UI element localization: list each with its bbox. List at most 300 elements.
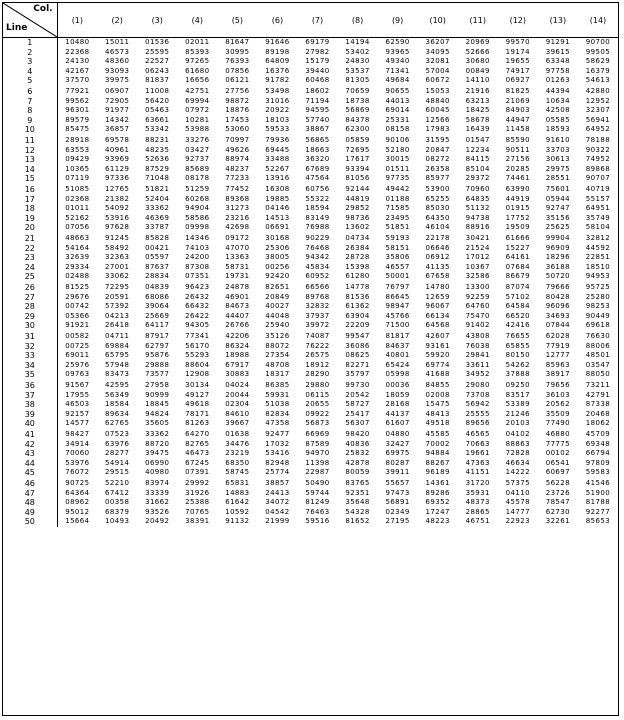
- table-row: [3, 125, 618, 135]
- table-cell: 29841: [465, 351, 490, 359]
- table-cell: 77233: [225, 174, 250, 182]
- table-cell: 69011: [65, 351, 90, 359]
- table-cell: 28290: [305, 370, 330, 378]
- table-cell: 82834: [265, 409, 290, 418]
- table-cell: 85963: [545, 360, 570, 369]
- table-cell: 33611: [465, 360, 490, 369]
- table-cell: 48235: [145, 145, 170, 154]
- table-cell: 32261: [545, 517, 570, 525]
- table-cell: 12659: [425, 292, 450, 301]
- table-cell: 02304: [225, 400, 250, 408]
- table-cell: 92747: [545, 204, 570, 212]
- table-cell: 15053: [425, 86, 450, 95]
- table-cell: 04711: [105, 331, 130, 340]
- table-cell: 41135: [425, 262, 450, 271]
- random-numbers-table: [2, 2, 619, 716]
- table-cell: 19731: [225, 272, 250, 280]
- table-cell: 92477: [265, 429, 290, 438]
- table-cell: 99562: [65, 96, 90, 105]
- table-cell: 02011: [185, 38, 210, 46]
- table-cell: 30883: [225, 370, 250, 378]
- table-cell: 09172: [225, 233, 250, 242]
- table-cell: 10367: [465, 262, 490, 271]
- table-cell: 14777: [505, 507, 530, 516]
- table-cell: 90322: [585, 145, 611, 154]
- line-number: 1: [3, 38, 57, 48]
- table-cell: 58745: [225, 468, 250, 476]
- table-row: [3, 440, 618, 450]
- table-cell: 35126: [265, 331, 290, 340]
- line-number: 33: [3, 351, 57, 361]
- table-cell: 57392: [105, 302, 130, 310]
- table-cell: 32307: [585, 106, 611, 114]
- table-cell: 53916: [105, 213, 130, 222]
- table-cell: 87529: [145, 164, 170, 173]
- table-cell: 07856: [225, 66, 250, 75]
- line-number: 42: [3, 440, 57, 450]
- table-cell: 66566: [305, 282, 330, 291]
- table-cell: 88050: [585, 370, 611, 378]
- table-cell: 61642: [225, 498, 250, 506]
- table-cell: 46565: [465, 429, 490, 438]
- table-row: [3, 204, 618, 214]
- table-cell: 77919: [545, 341, 570, 350]
- table-cell: 14780: [425, 282, 450, 291]
- table-cell: 20847: [425, 145, 450, 154]
- table-cell: 71585: [385, 204, 410, 212]
- table-cell: 99730: [345, 380, 370, 389]
- table-cell: 88231: [145, 135, 170, 144]
- table-cell: 91921: [65, 321, 90, 329]
- table-cell: 93394: [345, 164, 370, 173]
- table-cell: 09763: [65, 370, 90, 378]
- line-number: 16: [3, 184, 57, 195]
- table-row: [3, 508, 618, 518]
- table-cell: 24413: [265, 488, 290, 497]
- table-cell: 22209: [345, 321, 370, 329]
- table-cell: 17955: [65, 390, 90, 399]
- table-cell: 44819: [345, 194, 370, 203]
- table-row: [3, 468, 618, 478]
- table-cell: 51900: [585, 488, 611, 497]
- table-cell: 81249: [305, 498, 330, 506]
- table-row: [3, 370, 618, 380]
- table-cell: 18594: [305, 204, 330, 212]
- line-number: 19: [3, 214, 57, 224]
- table-cell: 04542: [265, 507, 290, 516]
- table-cell: 30421: [465, 233, 490, 242]
- table-cell: 56942: [465, 400, 490, 408]
- table-cell: 19509: [505, 223, 530, 231]
- table-cell: 40836: [345, 439, 370, 448]
- table-cell: 61362: [345, 302, 370, 310]
- table-cell: 44407: [225, 311, 250, 320]
- table-cell: 29975: [545, 164, 570, 173]
- table-cell: 88720: [145, 439, 170, 448]
- table-cell: 18876: [225, 106, 250, 114]
- table-cell: 02349: [385, 507, 410, 516]
- table-cell: 65795: [105, 351, 130, 359]
- table-cell: 31662: [145, 498, 170, 506]
- table-cell: 81652: [345, 517, 370, 525]
- table-cell: 53988: [185, 125, 210, 133]
- table-cell: 83517: [505, 390, 530, 399]
- table-cell: 51038: [265, 400, 290, 408]
- table-cell: 17752: [505, 213, 530, 222]
- table-cell: 91977: [105, 106, 130, 114]
- table-cell: 77452: [225, 184, 250, 193]
- line-number: 14: [3, 165, 57, 175]
- line-number: 50: [3, 517, 57, 527]
- table-cell: 48223: [425, 517, 450, 525]
- table-cell: 12777: [545, 351, 570, 359]
- table-cell: 88604: [185, 360, 210, 369]
- table-cell: 89286: [425, 488, 450, 497]
- line-number: 29: [3, 312, 57, 322]
- table-cell: 45709: [585, 429, 611, 438]
- table-cell: 33488: [265, 155, 290, 163]
- table-cell: 84115: [465, 155, 490, 163]
- table-cell: 23216: [225, 213, 250, 222]
- table-cell: 92277: [585, 507, 611, 516]
- table-cell: 00256: [265, 262, 290, 271]
- line-number: 30: [3, 321, 57, 331]
- table-cell: 06907: [105, 86, 130, 95]
- table-row: [3, 380, 618, 391]
- table-cell: 91402: [465, 321, 490, 329]
- table-cell: 96067: [425, 302, 450, 310]
- table-cell: 48360: [105, 57, 130, 65]
- table-body: [3, 38, 618, 527]
- table-cell: 76797: [385, 282, 410, 291]
- table-cell: 21382: [105, 194, 130, 203]
- table-cell: 09429: [65, 155, 90, 163]
- line-number: 26: [3, 282, 57, 293]
- table-cell: 48237: [225, 164, 250, 173]
- table-cell: 85393: [185, 47, 210, 56]
- table-cell: 70659: [345, 86, 370, 95]
- table-row: [3, 97, 618, 107]
- table-cell: 98420: [345, 429, 370, 438]
- table-cell: 59920: [425, 351, 450, 359]
- table-cell: 61129: [105, 164, 130, 173]
- column-header: (11): [458, 3, 498, 38]
- table-cell: 95012: [65, 507, 90, 516]
- table-cell: 42878: [345, 458, 370, 467]
- table-cell: 04734: [345, 233, 370, 242]
- table-cell: 25306: [265, 243, 290, 252]
- table-cell: 93526: [145, 507, 170, 516]
- table-cell: 85689: [185, 164, 210, 173]
- table-cell: 39064: [145, 302, 170, 310]
- table-cell: 20849: [265, 292, 290, 301]
- table-row: [3, 321, 618, 331]
- table-cell: 05463: [145, 106, 170, 114]
- table-cell: 90511: [505, 145, 530, 154]
- table-cell: 20044: [225, 390, 250, 399]
- table-cell: 33062: [105, 272, 130, 280]
- table-cell: 81263: [185, 419, 210, 427]
- table-row: [3, 410, 618, 420]
- table-cell: 53060: [225, 125, 250, 133]
- table-cell: 89768: [305, 292, 330, 301]
- table-row: [3, 312, 618, 322]
- table-cell: 94953: [585, 272, 611, 280]
- table-cell: 93969: [105, 155, 130, 163]
- table-cell: 25976: [65, 360, 90, 369]
- table-cell: 91132: [225, 517, 250, 525]
- line-number: 9: [3, 116, 57, 126]
- table-cell: 62730: [545, 507, 570, 516]
- table-cell: 76463: [305, 507, 330, 516]
- table-cell: 05366: [65, 311, 90, 320]
- table-cell: 73708: [465, 390, 490, 399]
- table-cell: 46751: [465, 517, 490, 525]
- table-row: [3, 244, 618, 254]
- table-cell: 12765: [105, 184, 130, 193]
- table-row: [3, 331, 618, 342]
- table-cell: 56349: [105, 390, 130, 399]
- table-cell: 03547: [585, 360, 611, 369]
- table-cell: 46634: [505, 458, 530, 467]
- table-cell: 00036: [385, 380, 410, 389]
- table-cell: 49340: [385, 57, 410, 65]
- table-cell: 42751: [185, 86, 210, 95]
- table-cell: 27756: [225, 86, 250, 95]
- table-cell: 30995: [225, 47, 250, 56]
- table-cell: 21069: [505, 96, 530, 105]
- table-cell: 14577: [65, 419, 90, 427]
- table-cell: 12952: [585, 96, 611, 105]
- table-cell: 93161: [425, 341, 450, 350]
- table-cell: 53900: [425, 184, 450, 193]
- table-cell: 91646: [265, 38, 290, 46]
- table-cell: 54262: [505, 360, 530, 369]
- table-cell: 15664: [65, 517, 90, 525]
- table-cell: 53402: [345, 47, 370, 56]
- table-cell: 91610: [545, 135, 570, 144]
- table-cell: 20591: [105, 292, 130, 301]
- table-cell: 30134: [185, 380, 210, 389]
- table-cell: 23495: [385, 213, 410, 222]
- table-cell: 41546: [585, 478, 611, 487]
- table-cell: 06115: [305, 390, 330, 399]
- table-cell: 35156: [545, 213, 570, 222]
- table-cell: 41688: [425, 370, 450, 378]
- table: [3, 3, 618, 527]
- table-row: [3, 233, 618, 244]
- table-cell: 94970: [305, 449, 330, 457]
- table-cell: 25417: [345, 409, 370, 418]
- table-cell: 34914: [65, 439, 90, 448]
- table-cell: 84903: [505, 106, 530, 114]
- table-cell: 20969: [465, 38, 490, 46]
- table-cell: 72295: [105, 282, 130, 291]
- table-cell: 30168: [265, 233, 290, 242]
- table-cell: 49442: [385, 184, 410, 193]
- table-cell: 34095: [425, 47, 450, 56]
- table-cell: 17012: [465, 253, 490, 261]
- table-cell: 84673: [225, 302, 250, 310]
- table-cell: 13363: [225, 253, 250, 261]
- table-cell: 32639: [65, 253, 90, 261]
- table-cell: 89634: [105, 409, 130, 418]
- table-cell: 19655: [505, 57, 530, 65]
- table-cell: 21246: [505, 409, 530, 418]
- table-cell: 02368: [65, 194, 90, 203]
- table-cell: 99547: [345, 331, 370, 340]
- table-cell: 13300: [465, 282, 490, 291]
- table-cell: 16656: [185, 76, 210, 84]
- table-cell: 26358: [425, 164, 450, 173]
- table-cell: 58629: [585, 57, 611, 65]
- table-cell: 19885: [265, 194, 290, 203]
- table-cell: 76468: [305, 243, 330, 252]
- table-cell: 34693: [545, 311, 570, 320]
- table-cell: 49518: [425, 419, 450, 427]
- line-number: 10: [3, 125, 57, 135]
- table-cell: 85977: [425, 174, 450, 182]
- table-row: [3, 184, 618, 195]
- table-row: [3, 459, 618, 469]
- table-cell: 07972: [185, 106, 210, 114]
- table-row: [3, 155, 618, 165]
- table-cell: 59583: [585, 468, 611, 476]
- column-header: (12): [498, 3, 538, 38]
- table-cell: 92259: [465, 292, 490, 301]
- table-cell: 07684: [505, 262, 530, 271]
- line-number: 47: [3, 489, 57, 499]
- table-cell: 92157: [65, 409, 90, 418]
- table-cell: 96301: [65, 106, 90, 114]
- table-cell: 52267: [265, 164, 290, 173]
- table-cell: 68086: [145, 292, 170, 301]
- table-cell: 58727: [345, 400, 370, 408]
- table-cell: 76655: [505, 331, 530, 340]
- table-cell: 93965: [385, 47, 410, 56]
- line-number: 2: [3, 48, 57, 58]
- table-row: [3, 214, 618, 224]
- table-cell: 51085: [65, 184, 90, 193]
- table-cell: 92351: [345, 488, 370, 497]
- table-cell: 18059: [385, 390, 410, 399]
- table-cell: 40980: [145, 468, 170, 476]
- table-cell: 84637: [385, 341, 410, 350]
- table-cell: 16439: [465, 125, 490, 133]
- table-cell: 13916: [265, 174, 290, 182]
- table-cell: 01263: [545, 76, 570, 84]
- table-cell: 81525: [65, 282, 90, 291]
- table-cell: 63213: [465, 96, 490, 105]
- table-cell: 35797: [345, 370, 370, 378]
- table-cell: 54914: [105, 458, 130, 467]
- table-cell: 39475: [145, 449, 170, 457]
- table-cell: 39911: [385, 468, 410, 476]
- table-cell: 57740: [305, 115, 330, 124]
- table-cell: 15398: [345, 262, 370, 271]
- table-cell: 34072: [265, 498, 290, 506]
- table-row: [3, 449, 618, 459]
- table-cell: 53976: [65, 458, 90, 467]
- table-cell: 60268: [185, 194, 210, 203]
- table-cell: 08158: [385, 125, 410, 133]
- table-cell: 46473: [185, 449, 210, 457]
- table-cell: 88916: [465, 223, 490, 231]
- table-cell: 59516: [305, 517, 330, 525]
- table-cell: 25625: [545, 223, 570, 231]
- line-number: 48: [3, 498, 57, 508]
- table-row: [3, 517, 618, 527]
- table-cell: 48708: [265, 360, 290, 369]
- table-cell: 26418: [105, 321, 130, 329]
- table-cell: 38917: [545, 370, 570, 378]
- table-cell: 49127: [185, 390, 210, 399]
- table-cell: 93093: [105, 66, 130, 75]
- table-cell: 27001: [105, 262, 130, 271]
- line-number: 15: [3, 174, 57, 184]
- table-cell: 04024: [225, 380, 250, 389]
- table-cell: 54164: [65, 243, 90, 252]
- line-number: 22: [3, 244, 57, 254]
- table-cell: 25774: [265, 468, 290, 476]
- table-cell: 70765: [185, 507, 210, 516]
- table-cell: 20655: [305, 400, 330, 408]
- table-cell: 42416: [505, 321, 530, 329]
- table-cell: 43808: [465, 331, 490, 340]
- table-cell: 11398: [305, 458, 330, 467]
- table-cell: 81536: [345, 292, 370, 301]
- line-number: 32: [3, 342, 57, 352]
- table-cell: 69994: [185, 96, 210, 105]
- table-cell: 30613: [545, 155, 570, 163]
- table-cell: 18062: [585, 419, 611, 427]
- table-cell: 71194: [305, 96, 330, 105]
- table-cell: 82651: [265, 282, 290, 291]
- table-cell: 75470: [465, 311, 490, 320]
- table-row: [3, 478, 618, 489]
- table-cell: 14222: [505, 468, 530, 476]
- table-cell: 28168: [385, 400, 410, 408]
- table-cell: 22527: [145, 57, 170, 65]
- table-cell: 29515: [105, 468, 130, 476]
- table-cell: 39615: [545, 47, 570, 56]
- table-cell: 33276: [185, 135, 210, 144]
- table-cell: 77341: [185, 331, 210, 340]
- table-cell: 22851: [585, 253, 611, 261]
- table-cell: 71500: [385, 321, 410, 329]
- table-cell: 40027: [265, 302, 290, 310]
- table-cell: 53389: [505, 400, 530, 408]
- table-cell: 45585: [425, 429, 450, 438]
- table-cell: 81788: [585, 498, 611, 506]
- table-cell: 69618: [585, 321, 611, 329]
- table-cell: 37570: [65, 76, 90, 84]
- line-number: 31: [3, 331, 57, 342]
- table-row: [3, 351, 618, 361]
- table-cell: 81817: [385, 331, 410, 340]
- table-cell: 09250: [505, 380, 530, 389]
- table-cell: 87074: [505, 282, 530, 291]
- table-cell: 62797: [145, 341, 170, 350]
- table-cell: 51132: [465, 204, 490, 212]
- table-cell: 66432: [185, 302, 210, 310]
- table-cell: 02008: [425, 390, 450, 399]
- table-cell: 35806: [385, 253, 410, 261]
- table-cell: 32832: [305, 302, 330, 310]
- table-cell: 04102: [505, 429, 530, 438]
- table-cell: 26422: [185, 311, 210, 320]
- table-cell: 18912: [305, 360, 330, 369]
